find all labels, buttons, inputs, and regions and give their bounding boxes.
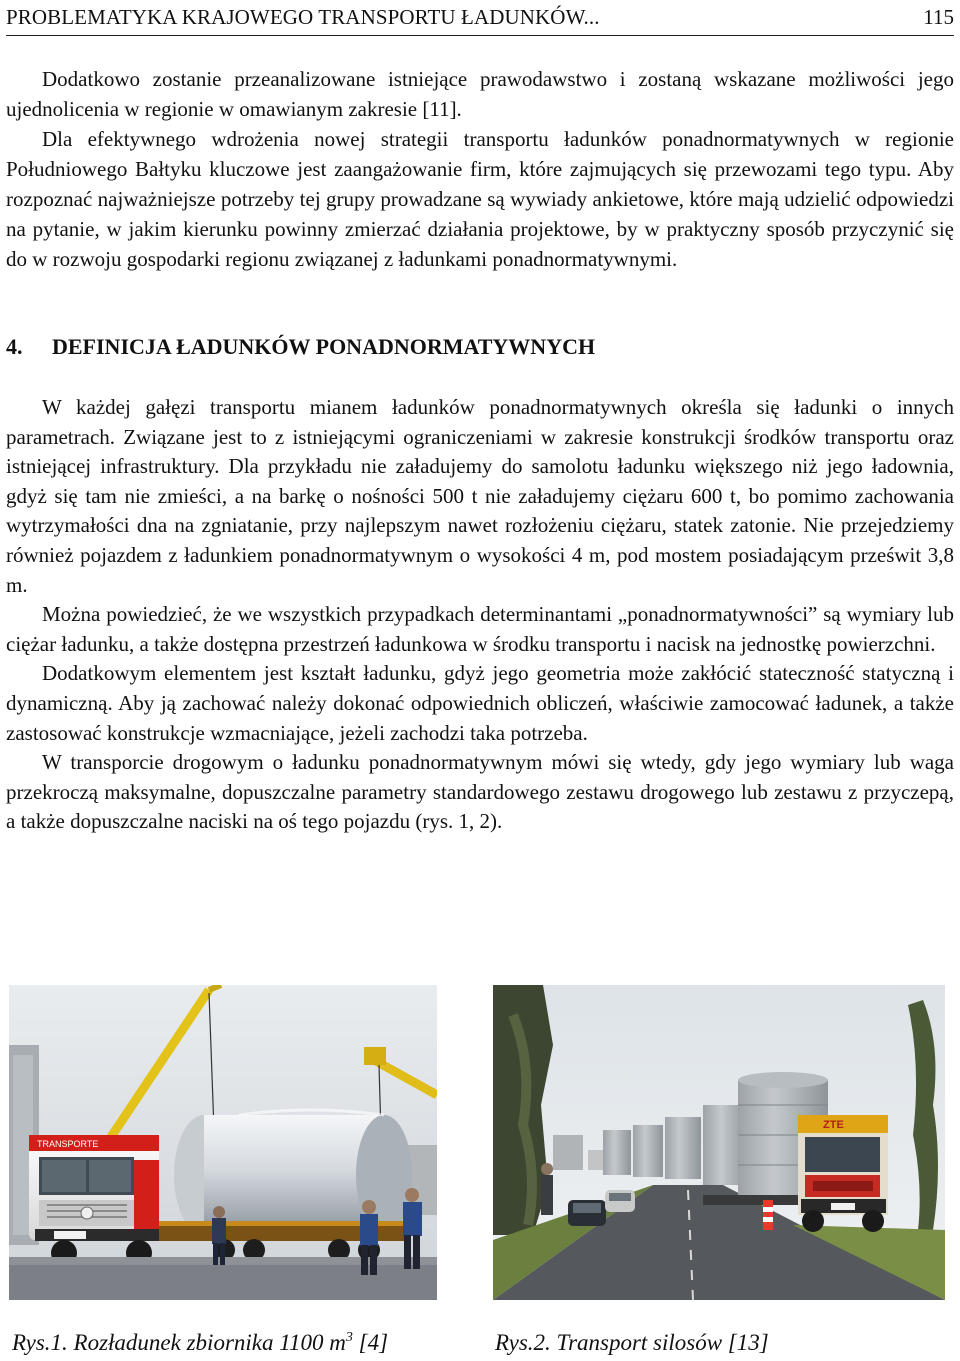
intro-text (6, 64, 954, 274)
paragraph: W transporcie drogowym o ładunku ponadnormatywnym mówi się wtedy, gdy jego wymiary lub waga przekroczą maksymalne, dopuszczalne parametry standardowego zestawu drogowego lub zestawu z przyczepą, a także dopuszczalne naciski na oś tego pojazdu (rys. 1, 2). (6, 750, 954, 834)
running-header (6, 2, 954, 36)
paragraph: Dodatkowym elementem jest kształt ładunku, gdyż jego geometria może zakłócić stateczność statyczną i dynamiczną. Aby ją zachować należy dokonać odpowiednich obliczeń, właściwie zamocować ładunek, a także zastosować konstrukcje wzmacniające, jeżeli zachodzi taka potrzeba. (6, 661, 954, 745)
section-number: 4. (6, 334, 23, 359)
paragraph: Dla efektywnego wdrożenia nowej strategii transportu ładunków ponadnormatywnych w regionie Południowego Bałtyku kluczowe jest zaangażowanie firm, które zajmujących się przewozami tego typu. Aby rozpoznać najważniejsze potrzeby tej grupy prowadzane są wywiady ankietowe, które mają udzielić odpowiedzi na pytanie, w jakim kierunku powinny zmierzać działania projektowe, by w praktyczny sposób przyczynić się do w rozwoju gospodarki regionu związanej z ładunkami ponadnormatywnymi. (6, 127, 954, 271)
photo-silo-transport (493, 985, 945, 1300)
photo-tank-unloading (9, 985, 437, 1300)
paragraph: Można powiedzieć, że we wszystkich przypadkach determinantami „ponadnormatywności” są wymiary lub ciężar ładunku, a także dostępna przestrzeń ładunkowa w środku transportu i nacisk na jednostkę powierzchni. (6, 602, 954, 656)
figure-caption-2: Rys.2. Transport silosów [13] (495, 1330, 769, 1355)
svg-text:TRANSPORTE: TRANSPORTE (37, 1139, 99, 1149)
page-number: 115 (923, 5, 954, 29)
paragraph: Dodatkowo zostanie przeanalizowane istniejące prawodawstwo i zostaną wskazane możliwości jego ujednolicenia w regionie w omawianym zakresie [11]. (6, 67, 954, 121)
svg-text:ZTE: ZTE (823, 1119, 844, 1131)
paragraph: W każdej gałęzi transportu mianem ładunków ponadnormatywnych określa się ładunki o innych parametrach. Związane jest to z istniejącymi ograniczeniami w zakresie konstrukcji środków transportu oraz istniejącej infrastruktury. Dla przykładu nie załadujemy do samolotu ładunku większego niż jego ładownia, gdyż się tam nie zmieści, a na barkę o nośności 500 t nie załadujemy ciężaru 600 t, bo pomimo zachowania wytrzymałości dna na zgniatanie, przy najlepszym nawet rozłożeniu ciężaru, statek zatonie. Nie przejedziemy również pojazdem z ładunkiem ponadnormatywnym o wysokości 4 m, pod mostem posiadającym prześwit 3,8 m. (6, 395, 954, 597)
section-title: DEFINICJA ŁADUNKÓW PONADNORMATYWNYCH (52, 334, 596, 359)
running-title: PROBLEMATYKA KRAJOWEGO TRANSPORTU ŁADUNKÓW... (6, 5, 600, 29)
figure-caption-1: Rys.1. Rozładunek zbiornika 1100 $m^3$ [4] (12, 1330, 389, 1355)
section-body (6, 393, 954, 837)
section-heading (6, 334, 595, 360)
